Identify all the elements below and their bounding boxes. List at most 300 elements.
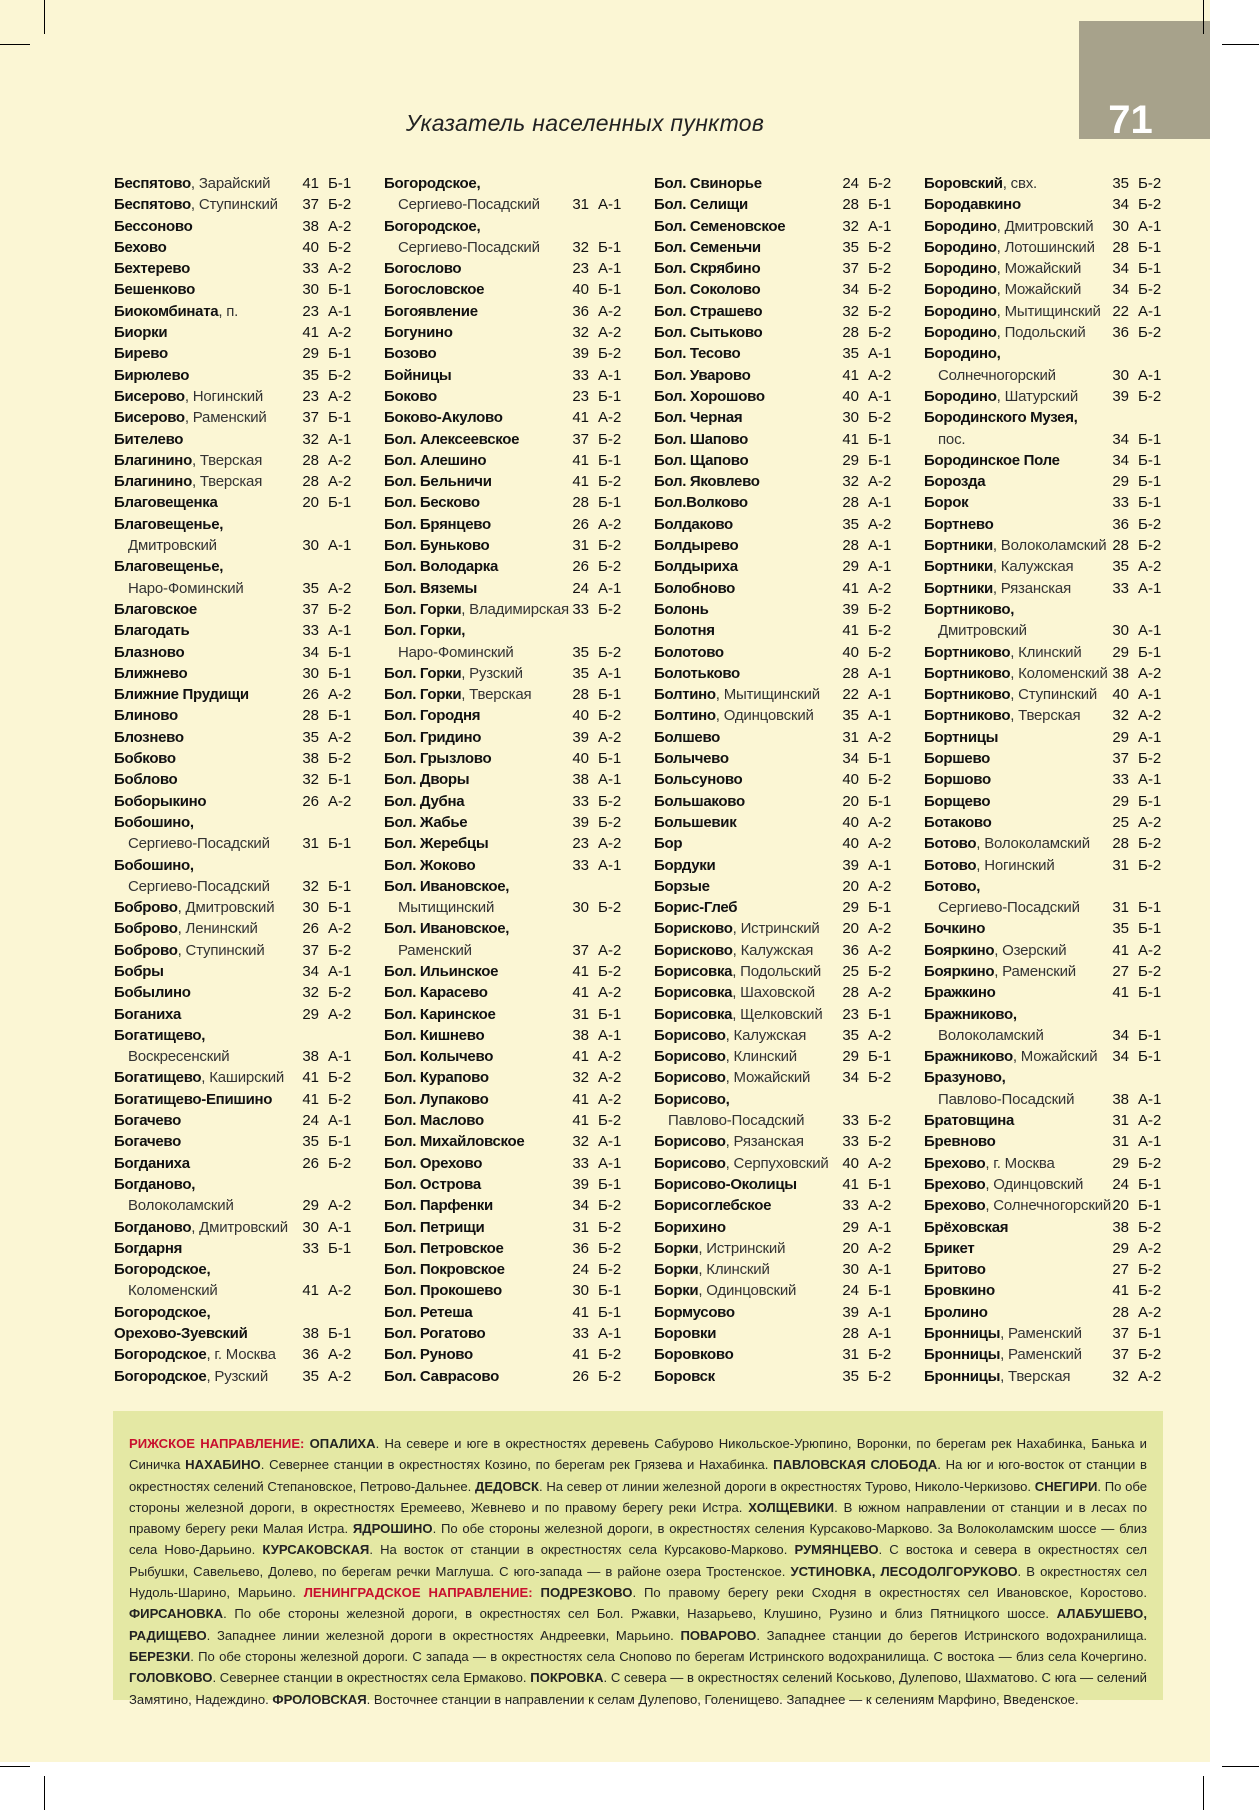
station-name: ФИРСАНОВКА xyxy=(129,1606,224,1622)
index-entry xyxy=(924,663,1186,684)
index-entry xyxy=(384,663,646,684)
map-page: 34 xyxy=(1112,1048,1129,1066)
settlement-name: Бородино xyxy=(924,302,997,320)
settlement-name: Ближние Прудищи xyxy=(114,686,249,704)
settlement-name: Болонь xyxy=(654,600,709,618)
entry-name xyxy=(924,578,1071,599)
grid-square: Б-2 xyxy=(1138,387,1162,405)
grid-square: А-1 xyxy=(598,1325,622,1343)
settlement-name: Бобры xyxy=(114,962,164,980)
map-page: 38 xyxy=(1112,664,1129,682)
grid-square: А-1 xyxy=(868,1218,892,1236)
entry-name xyxy=(384,1004,496,1025)
district-qualifier: , свх. xyxy=(1002,175,1037,192)
grid-square: А-1 xyxy=(868,217,892,235)
map-page: 38 xyxy=(572,771,589,789)
index-entry xyxy=(924,1067,1186,1088)
index-entry xyxy=(114,918,376,939)
index-entry xyxy=(654,1025,916,1046)
entry-name xyxy=(384,429,519,450)
entry-name xyxy=(114,343,168,364)
map-page: 41 xyxy=(302,175,319,192)
grid-square: А-1 xyxy=(868,387,892,405)
map-page: 24 xyxy=(842,1282,859,1300)
grid-square: Б-1 xyxy=(598,1175,622,1193)
grid-square: А-2 xyxy=(868,1197,892,1215)
index-entry xyxy=(114,769,376,790)
district-qualifier: Волоколамский xyxy=(938,1026,1044,1044)
entry-name xyxy=(384,216,480,237)
entry-name xyxy=(924,535,1106,556)
settlement-name: Боково xyxy=(384,387,437,405)
grid-square: Б-2 xyxy=(598,473,622,491)
entry-name xyxy=(114,1259,210,1280)
map-page: 30 xyxy=(1112,366,1129,384)
index-entry xyxy=(384,642,646,663)
settlement-name: Бол. Буньково xyxy=(384,537,490,555)
grid-square: Б-2 xyxy=(1138,175,1162,192)
grid-square: Б-1 xyxy=(1138,643,1162,661)
entry-name xyxy=(114,194,278,215)
entry-name xyxy=(114,279,195,300)
index-entry xyxy=(384,1344,646,1365)
crop-mark xyxy=(0,1766,30,1767)
district-qualifier: , Раменский xyxy=(994,962,1076,980)
index-entry xyxy=(114,407,376,428)
grid-square: Б-2 xyxy=(868,302,892,320)
map-page: 37 xyxy=(1112,750,1129,768)
map-page: 29 xyxy=(842,451,859,469)
station-name: ПАВЛОВСКАЯ СЛОБОДА xyxy=(773,1457,938,1473)
settlement-name: Бол. Острова xyxy=(384,1175,481,1193)
entry-name xyxy=(654,386,765,407)
note-text: . На юг и юго-восток от станции в окрестностях селений Степановское, Петрово-Дальнее. xyxy=(129,1457,1148,1494)
entry-name xyxy=(924,301,1101,322)
grid-square: Б-1 xyxy=(868,899,892,917)
map-page: 33 xyxy=(572,792,589,810)
district-qualifier: , Можайский xyxy=(996,260,1082,278)
crop-mark xyxy=(0,44,30,45)
index-entry xyxy=(114,748,376,769)
district-qualifier: пос. xyxy=(938,430,966,448)
grid-square: А-2 xyxy=(328,920,352,938)
index-entry xyxy=(654,982,916,1003)
grid-square: А-1 xyxy=(868,664,892,682)
index-entry xyxy=(924,429,1186,450)
grid-square: А-1 xyxy=(868,345,892,363)
map-page: 36 xyxy=(572,1239,589,1257)
district-qualifier: Дмитровский xyxy=(938,622,1027,640)
district-qualifier: , Коломенский xyxy=(1010,664,1108,682)
index-entry xyxy=(654,1046,916,1067)
map-page: 20 xyxy=(1112,1197,1129,1215)
entry-name xyxy=(924,237,1095,258)
station-name: ОПАЛИХА xyxy=(309,1436,376,1451)
entry-name xyxy=(654,1259,770,1280)
settlement-name: Бородино xyxy=(924,387,997,405)
map-page: 39 xyxy=(572,728,589,746)
settlement-name: Бол. Горки xyxy=(384,686,462,704)
map-page: 30 xyxy=(302,664,319,682)
grid-square: Б-1 xyxy=(868,1282,892,1300)
index-entry xyxy=(114,982,376,1003)
map-page: 27 xyxy=(1112,1261,1129,1279)
grid-square: А-1 xyxy=(868,856,892,874)
index-entry xyxy=(924,684,1186,705)
settlement-name: Бол. Гридино xyxy=(384,728,482,746)
entry-name xyxy=(384,982,488,1003)
entry-name xyxy=(114,961,164,982)
grid-square: А-2 xyxy=(1138,813,1162,831)
entry-name xyxy=(384,471,492,492)
settlement-name: Бол. Шапово xyxy=(654,430,748,448)
grid-square: Б-1 xyxy=(1138,920,1162,938)
entry-name xyxy=(654,961,821,982)
map-page: 30 xyxy=(842,409,859,427)
index-entry xyxy=(654,684,916,705)
map-page: 28 xyxy=(842,664,859,682)
grid-square: А-1 xyxy=(1138,579,1162,597)
entry-name xyxy=(924,194,1021,215)
district-qualifier: , Тверская xyxy=(461,686,532,704)
entry-name xyxy=(924,1238,974,1259)
index-entry xyxy=(114,1217,376,1238)
district-qualifier: , Ногинский xyxy=(976,856,1055,874)
note-text: . По правому берегу реки Сходня в окрестностях сел Ивановское, Коростово. xyxy=(632,1585,1147,1601)
district-qualifier: , г. Москва xyxy=(206,1346,276,1364)
settlement-name: Бол. Селищи xyxy=(654,196,748,214)
map-page: 33 xyxy=(1112,579,1129,597)
grid-square: Б-2 xyxy=(868,1069,892,1087)
map-page: 26 xyxy=(572,515,589,533)
grid-square: Б-2 xyxy=(868,260,892,278)
index-entry xyxy=(924,876,1186,897)
grid-square: Б-2 xyxy=(598,1218,622,1236)
district-qualifier: , Ленинский xyxy=(177,920,258,938)
entry-name xyxy=(384,1110,484,1131)
map-page: 32 xyxy=(572,238,589,256)
map-page: 35 xyxy=(302,728,319,746)
map-page: 40 xyxy=(1112,686,1129,704)
grid-square: А-1 xyxy=(598,260,622,278)
entry-name xyxy=(924,1046,1097,1067)
entry-name xyxy=(924,876,980,897)
index-entry xyxy=(384,727,646,748)
entry-name xyxy=(654,216,785,237)
index-entry xyxy=(114,1280,376,1301)
grid-square: А-2 xyxy=(598,515,622,533)
map-page: 33 xyxy=(302,1239,319,1257)
grid-square: Б-1 xyxy=(1138,451,1162,469)
entry-name xyxy=(924,982,995,1003)
settlement-name: Борисово xyxy=(654,1026,726,1044)
grid-square: Б-1 xyxy=(328,664,352,682)
settlement-name: Борихино xyxy=(654,1218,726,1236)
entry-name xyxy=(384,578,477,599)
entry-name xyxy=(924,727,998,748)
map-page: 35 xyxy=(842,1367,859,1385)
map-page: 36 xyxy=(572,302,589,320)
entry-name xyxy=(114,301,238,322)
map-page: 41 xyxy=(1112,941,1129,959)
entry-name xyxy=(114,727,184,748)
map-page: 40 xyxy=(842,387,859,405)
grid-square: А-2 xyxy=(328,1346,352,1364)
index-entry xyxy=(654,322,916,343)
map-page: 31 xyxy=(842,728,859,746)
settlement-name: Бол. Семеновское xyxy=(654,217,786,235)
settlement-name: Бол. Прокошево xyxy=(384,1282,502,1300)
entry-name xyxy=(938,1025,1044,1046)
settlement-name: Болдаково xyxy=(654,515,733,533)
entry-name xyxy=(384,791,464,812)
settlement-name: Бол. Горки xyxy=(384,664,462,682)
settlement-name: Благинино xyxy=(114,473,192,491)
entry-name xyxy=(654,429,748,450)
map-page: 30 xyxy=(572,1282,589,1300)
district-qualifier: , Озерский xyxy=(994,941,1067,959)
index-entry xyxy=(384,1046,646,1067)
settlement-name: Бол. Маслово xyxy=(384,1112,484,1130)
entry-name xyxy=(114,365,189,386)
entry-name xyxy=(924,1067,1005,1088)
settlement-name: Борисово-Околицы xyxy=(654,1175,797,1193)
entry-name xyxy=(398,940,472,961)
entry-name xyxy=(114,407,267,428)
entry-name xyxy=(384,386,437,407)
map-page: 29 xyxy=(1112,473,1129,491)
grid-square: Б-2 xyxy=(1138,1154,1162,1172)
index-entry xyxy=(654,918,916,939)
grid-square: Б-2 xyxy=(328,984,352,1002)
entry-name xyxy=(924,1302,988,1323)
map-page: 31 xyxy=(572,537,589,555)
entry-name xyxy=(654,1131,804,1152)
settlement-name: Богатищево-Епишино xyxy=(114,1090,273,1108)
entry-name xyxy=(114,1323,248,1344)
entry-name xyxy=(924,407,1078,428)
map-page: 32 xyxy=(842,473,859,491)
map-page: 33 xyxy=(572,856,589,874)
index-entry xyxy=(924,961,1186,982)
index-entry xyxy=(384,258,646,279)
grid-square: Б-2 xyxy=(598,1197,622,1215)
settlement-name: Бородино xyxy=(924,217,997,235)
grid-square: Б-1 xyxy=(1138,1175,1162,1193)
grid-square: Б-2 xyxy=(598,1261,622,1279)
entry-name xyxy=(938,897,1080,918)
grid-square: А-2 xyxy=(328,387,352,405)
map-page: 22 xyxy=(842,686,859,704)
index-entry xyxy=(924,855,1186,876)
settlement-name: Бол. Колычево xyxy=(384,1048,494,1066)
map-page: 41 xyxy=(572,1048,589,1066)
map-page: 26 xyxy=(302,792,319,810)
settlement-name: Бритово xyxy=(924,1261,986,1279)
entry-name xyxy=(384,705,480,726)
entry-name xyxy=(398,642,514,663)
map-page: 25 xyxy=(842,962,859,980)
grid-square: Б-2 xyxy=(328,600,352,618)
map-page: 20 xyxy=(842,920,859,938)
index-entry xyxy=(654,471,916,492)
map-page: 35 xyxy=(842,1026,859,1044)
entry-name xyxy=(384,1174,481,1195)
map-page: 41 xyxy=(572,1112,589,1130)
entry-name xyxy=(114,386,263,407)
entry-name xyxy=(114,1366,268,1387)
district-qualifier: , Зарайский xyxy=(190,175,271,192)
grid-square: А-1 xyxy=(868,537,892,555)
district-qualifier: , Можайский xyxy=(996,281,1082,299)
entry-name xyxy=(654,258,760,279)
settlement-name: Бисерово xyxy=(114,387,185,405)
district-qualifier: , Можайский xyxy=(1012,1048,1098,1066)
settlement-name: Бол. Курапово xyxy=(384,1069,489,1087)
map-page: 28 xyxy=(1112,1303,1129,1321)
map-page: 34 xyxy=(1112,430,1129,448)
settlement-name: Беспятово xyxy=(114,196,191,214)
map-page: 33 xyxy=(302,622,319,640)
index-entry xyxy=(654,897,916,918)
entry-name xyxy=(924,855,1055,876)
entry-name xyxy=(654,599,709,620)
settlement-name: Борки xyxy=(654,1282,699,1300)
map-page: 35 xyxy=(302,366,319,384)
grid-square: А-1 xyxy=(868,558,892,576)
grid-square: Б-2 xyxy=(868,238,892,256)
map-page: 34 xyxy=(842,750,859,768)
map-page: 23 xyxy=(572,387,589,405)
entry-name xyxy=(114,1217,288,1238)
entry-name xyxy=(114,1067,284,1088)
crop-mark xyxy=(1203,1776,1204,1810)
settlement-name: Бояркино xyxy=(924,962,995,980)
entry-name xyxy=(114,855,194,876)
settlement-name: Боровково xyxy=(654,1346,734,1364)
grid-square: Б-1 xyxy=(328,899,352,917)
district-qualifier: , Тверская xyxy=(1010,707,1081,725)
crop-mark xyxy=(1222,44,1259,45)
map-page: 35 xyxy=(1112,175,1129,192)
index-entry xyxy=(114,1344,376,1365)
map-page: 37 xyxy=(302,409,319,427)
index-entry xyxy=(114,492,376,513)
entry-name xyxy=(114,1344,276,1365)
entry-name xyxy=(924,642,1082,663)
entry-name xyxy=(384,599,569,620)
index-entry xyxy=(384,194,646,215)
map-page: 33 xyxy=(842,1197,859,1215)
grid-square: А-1 xyxy=(598,1154,622,1172)
grid-square: А-2 xyxy=(328,1282,352,1300)
grid-square: А-1 xyxy=(868,686,892,704)
map-page: 29 xyxy=(842,1048,859,1066)
district-qualifier: , Волоколамский xyxy=(992,537,1107,555)
index-entry xyxy=(114,578,376,599)
grid-square: Б-2 xyxy=(328,196,352,214)
grid-square: А-2 xyxy=(328,792,352,810)
index-entry xyxy=(114,535,376,556)
settlement-name: Богдарня xyxy=(114,1239,183,1257)
index-entry xyxy=(384,386,646,407)
district-qualifier: , Калужская xyxy=(732,941,814,959)
settlement-name: Брехово xyxy=(924,1154,986,1172)
entry-name xyxy=(384,279,484,300)
map-page: 28 xyxy=(302,707,319,725)
crop-mark xyxy=(44,0,45,34)
index-entry xyxy=(654,748,916,769)
index-entry xyxy=(654,429,916,450)
grid-square: А-1 xyxy=(328,1048,352,1066)
settlement-name: Бортники xyxy=(924,579,993,597)
index-entry xyxy=(384,940,646,961)
map-page: 28 xyxy=(1112,238,1129,256)
grid-square: Б-1 xyxy=(1138,1325,1162,1343)
entry-name xyxy=(114,982,191,1003)
index-entry xyxy=(924,492,1186,513)
entry-name xyxy=(668,1110,804,1131)
grid-square: Б-1 xyxy=(598,750,622,768)
entry-name xyxy=(384,1259,505,1280)
grid-square: А-1 xyxy=(868,1325,892,1343)
map-page: 38 xyxy=(572,1026,589,1044)
grid-square: Б-2 xyxy=(598,345,622,363)
index-entry xyxy=(654,599,916,620)
grid-square: А-2 xyxy=(328,579,352,597)
grid-square: А-1 xyxy=(868,1303,892,1321)
grid-square: А-2 xyxy=(598,728,622,746)
settlement-name: Бол. Горки, xyxy=(384,622,466,640)
map-page: 24 xyxy=(842,175,859,192)
map-page: 30 xyxy=(302,281,319,299)
index-entry xyxy=(924,1323,1186,1344)
settlement-name: Ботаково xyxy=(924,813,992,831)
index-entry xyxy=(384,1259,646,1280)
station-name: ПОДРЕЗКОВО xyxy=(540,1585,633,1601)
map-page: 25 xyxy=(1112,813,1129,831)
station-name: ХОЛЩЕВИКИ xyxy=(748,1499,835,1515)
index-entry xyxy=(654,1110,916,1131)
grid-square: Б-1 xyxy=(598,281,622,299)
index-entry xyxy=(114,1025,376,1046)
entry-name xyxy=(128,535,217,556)
entry-name xyxy=(114,216,192,237)
entry-name xyxy=(384,1323,485,1344)
map-page: 32 xyxy=(842,217,859,235)
entry-name xyxy=(924,450,1060,471)
index-entry xyxy=(924,897,1186,918)
index-entry xyxy=(384,769,646,790)
index-entry xyxy=(384,237,646,258)
station-name: НАХАБИНО xyxy=(185,1457,261,1473)
grid-square: Б-1 xyxy=(1138,792,1162,810)
index-entry xyxy=(654,1089,916,1110)
entry-name xyxy=(384,322,453,343)
settlement-name: Бол. Рогатово xyxy=(384,1325,486,1343)
map-page: 40 xyxy=(302,238,319,256)
grid-square: А-2 xyxy=(598,1048,622,1066)
entry-name xyxy=(924,514,993,535)
grid-square: А-2 xyxy=(868,579,892,597)
index-entry xyxy=(654,1259,916,1280)
index-entry xyxy=(654,386,916,407)
index-entry xyxy=(384,1195,646,1216)
settlement-name: Богданово, xyxy=(114,1175,196,1193)
district-qualifier: , Истринский xyxy=(698,1239,786,1257)
grid-square: А-1 xyxy=(328,622,352,640)
entry-name xyxy=(654,705,814,726)
